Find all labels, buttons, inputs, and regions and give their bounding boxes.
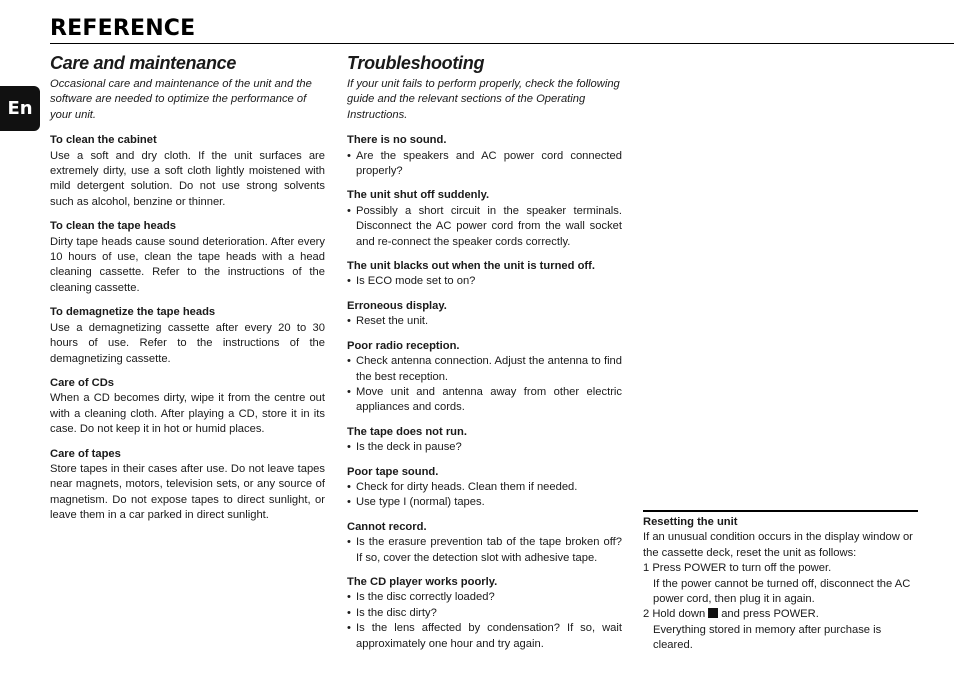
reset-step-2-note: Everything stored in memory after purchase is cleared. bbox=[653, 623, 882, 652]
care-section bbox=[50, 52, 325, 533]
care-text: Store tapes in their cases after use. Do not leave tapes near magnets, motors, television sets, or any source of magnetism. Do not expose tapes to direct sunlight, or leave them in a car parked in direct sunlight. bbox=[50, 462, 325, 522]
care-heading: To clean the tape heads bbox=[50, 220, 176, 233]
stop-icon bbox=[708, 608, 718, 618]
reset-step-2-post: and press POWER. bbox=[721, 608, 819, 621]
check-item: • Move unit and antenna away from other electric appliances and cords. bbox=[347, 385, 622, 416]
symptom-heading: Cannot record. bbox=[347, 520, 427, 533]
check-list bbox=[347, 440, 622, 455]
check-list bbox=[347, 204, 622, 250]
reset-heading: Resetting the unit bbox=[643, 516, 738, 528]
symptom-heading: Poor radio reception. bbox=[347, 339, 460, 352]
care-heading: Care of tapes bbox=[50, 447, 121, 460]
symptom-heading: There is no sound. bbox=[347, 134, 447, 147]
check-item: • Is the disc dirty? bbox=[347, 606, 622, 621]
symptom-heading: The CD player works poorly. bbox=[347, 575, 498, 588]
title-rule bbox=[50, 43, 954, 44]
symptom-heading: The unit blacks out when the unit is turned off. bbox=[347, 260, 595, 273]
language-tab: En bbox=[0, 86, 40, 131]
symptom-heading: The tape does not run. bbox=[347, 425, 467, 438]
check-list bbox=[347, 354, 622, 416]
check-item: • Is ECO mode set to on? bbox=[347, 274, 622, 289]
troubleshooting-intro: If your unit fails to perform properly, check the following guide and the relevant sections of the Operating Instructions. bbox=[347, 78, 620, 121]
troubleshooting-title: Troubleshooting bbox=[347, 53, 485, 73]
reset-step-1: 1 Press POWER to turn off the power. bbox=[643, 562, 832, 575]
troubleshooting-section bbox=[347, 52, 622, 661]
reset-step-1-note: If the power cannot be turned off, disconnect the AC power cord, then plug it in again. bbox=[653, 577, 911, 606]
check-item: • Are the speakers and AC power cord connected properly? bbox=[347, 149, 622, 180]
care-text: Use a soft and dry cloth. If the unit surfaces are extremely dirty, use a soft cloth lightly moistened with mild detergent solution. Do not use strong solvents such as alcohol, benzine or thinner. bbox=[50, 149, 325, 208]
reset-step-2 bbox=[643, 607, 918, 622]
check-item: • Reset the unit. bbox=[347, 314, 622, 329]
reset-intro: If an unusual condition occurs in the display window or the cassette deck, reset the unit as follows: bbox=[643, 531, 913, 559]
care-heading: To demagnetize the tape heads bbox=[50, 306, 216, 319]
care-text: When a CD becomes dirty, wipe it from the centre out with a cleaning cloth. After playing a CD, store it in its case. Do not keep it in hot or humid places. bbox=[50, 392, 325, 436]
check-list bbox=[347, 535, 622, 566]
check-list bbox=[347, 480, 622, 511]
check-list bbox=[347, 149, 622, 180]
reset-step-2-pre: 2 Hold down bbox=[643, 608, 706, 621]
check-item: • Check antenna connection. Adjust the antenna to find the best reception. bbox=[347, 354, 622, 385]
care-heading: Care of CDs bbox=[50, 376, 115, 389]
check-item: • Is the lens affected by condensation? If so, wait approximately one hour and try again. bbox=[347, 621, 622, 652]
care-title: Care and maintenance bbox=[50, 53, 237, 73]
check-item: • Check for dirty heads. Clean them if needed. bbox=[347, 480, 622, 495]
page-title: REFERENCE bbox=[50, 16, 196, 41]
care-intro: Occasional care and maintenance of the unit and the software are needed to optimize the performance of your unit. bbox=[50, 78, 312, 121]
check-item: • Is the deck in pause? bbox=[347, 440, 622, 455]
check-item: • Use type I (normal) tapes. bbox=[347, 495, 622, 510]
check-item: • Is the disc correctly loaded? bbox=[347, 590, 622, 605]
check-list bbox=[347, 590, 622, 652]
symptom-heading: The unit shut off suddenly. bbox=[347, 189, 490, 202]
care-text: Use a demagnetizing cassette after every 20 to 30 hours of use. Refer to the instructions of the demagnetizing cassette. bbox=[50, 321, 325, 365]
check-list bbox=[347, 274, 622, 289]
check-list bbox=[347, 314, 622, 329]
reset-section bbox=[643, 510, 918, 654]
check-item: • Is the erasure prevention tab of the tape broken off? If so, cover the detection slot with adhesive tape. bbox=[347, 535, 622, 566]
care-heading: To clean the cabinet bbox=[50, 134, 157, 147]
symptom-heading: Erroneous display. bbox=[347, 299, 447, 312]
care-text: Dirty tape heads cause sound deterioration. After every 10 hours of use, clean the tape heads with a head cleaning cassette. Refer to the instructions of the cleaning cassette. bbox=[50, 235, 325, 294]
check-item: • Possibly a short circuit in the speaker terminals. Disconnect the AC power cord from the wall socket and re-connect the speaker cords correctly. bbox=[347, 204, 622, 250]
symptom-heading: Poor tape sound. bbox=[347, 465, 439, 478]
